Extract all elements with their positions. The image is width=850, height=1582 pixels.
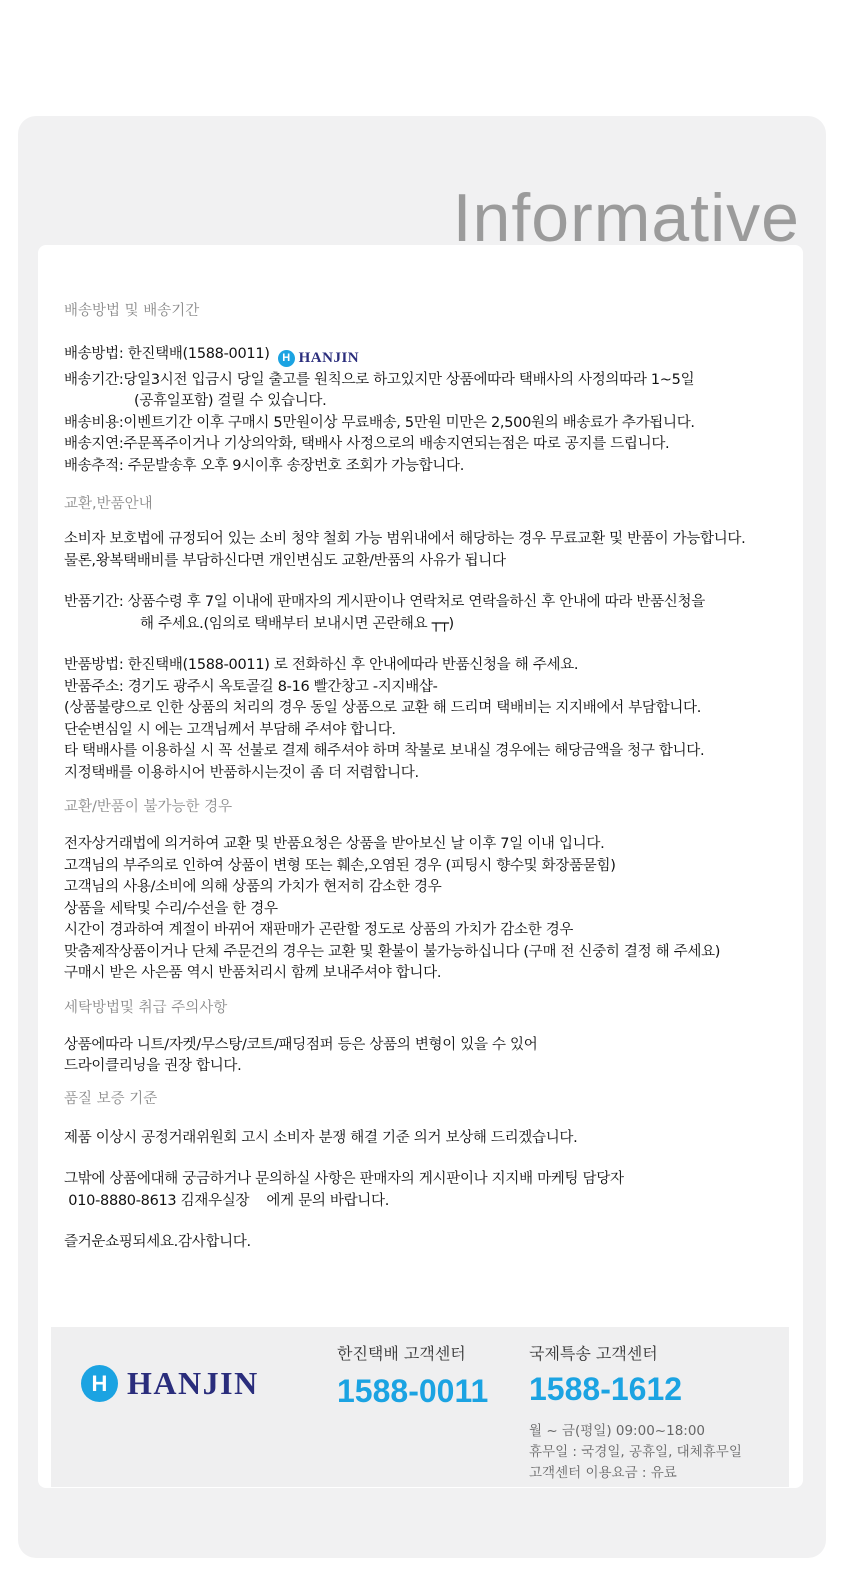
intl-service-center <box>529 1343 742 1484</box>
not-allowed-line: 맞춤제작상품이거나 단체 주문건의 경우는 교환 및 환불이 불가능하십니다 (구매 전 신중히 결정 해 주세요) <box>64 943 721 960</box>
quality-line: 제품 이상시 공정거래위원회 고시 소비자 분쟁 해결 기준 의거 보상해 드리겠습니다. <box>64 1129 578 1146</box>
return-address: 반품주소: 경기도 광주시 옥토골길 8-16 빨간창고 -지지배샵- <box>64 678 438 695</box>
return-change-mind: 단순변심일 시 에는 고객님께서 부담해 주셔야 합니다. <box>64 721 396 738</box>
return-period-cont: 해 주세요.(임의로 택배부터 보내시면 곤란해요 ┬┬) <box>140 615 454 632</box>
shipping-method: 배송방법: 한진택배(1588-0011) H HANJIN <box>64 344 814 370</box>
section-title-quality: 품질 보증 기준 <box>64 1090 158 1107</box>
not-allowed-line: 고객님의 사용/소비에 의해 상품의 가치가 현저히 감소한 경우 <box>64 879 442 895</box>
not-allowed-line: 고객님의 부주의로 인하여 상품이 변형 또는 훼손,오염된 경우 (피팅시 향수및 화장품묻힘) <box>64 857 616 874</box>
hanjin-brand-text: HANJIN <box>127 1365 259 1401</box>
courier-footer <box>51 1327 789 1487</box>
intl-center-title: 국제특송 고객센터 <box>529 1344 658 1363</box>
section-title-shipping: 배송방법 및 배송기간 <box>64 303 200 319</box>
section-title-exchange: 교환,반품안내 <box>64 496 153 512</box>
notice-content <box>64 300 814 1254</box>
return-defect: (상품불량으로 인한 상품의 처리의 경우 동일 상품으로 교환 해 드리며 택배비는 지지배에서 부담합니다. <box>64 700 702 716</box>
inquiry-line: 그밖에 상품에대해 궁금하거나 문의하실 사항은 판매자의 게시판이나 지지배 마케팅 담당자 <box>64 1171 624 1187</box>
return-period: 반품기간: 상품수령 후 7일 이내에 판매자의 게시판이나 연락처로 연락을하신 후 안내에 따라 반품신청을 <box>64 594 705 610</box>
shipping-period-cont: (공휴일포함) 걸릴 수 있습니다. <box>134 393 327 409</box>
shipping-cost: 배송비용:이벤트기간 이후 구매시 5만원이상 무료배송, 5만원 미만은 2,500원의 배송료가 추가됩니다. <box>64 414 695 431</box>
hanjin-center-title: 한진택배 고객센터 <box>337 1344 466 1363</box>
hanjin-service-center <box>337 1343 488 1409</box>
shipping-delay: 배송지연:주문폭주이거나 기상의악화, 택배사 사정으로의 배송지연되는점은 따로 공지를 드립니다. <box>64 436 670 452</box>
exchange-policy: 소비자 보호법에 규정되어 있는 소비 청약 철회 가능 범위내에서 해당하는 경우 무료교환 및 반품이 가능합니다. <box>64 531 746 547</box>
holidays-text: 휴무일 : 국경일, 공휴일, 대체휴무일 <box>529 1444 742 1460</box>
return-designated: 지정택배를 이용하시어 반품하시는것이 좀 더 저렴합니다. <box>64 764 419 781</box>
hanjin-logo-small <box>278 348 360 370</box>
not-allowed-line: 상품을 세탁및 수리/수선을 한 경우 <box>64 900 278 917</box>
intl-center-phone: 1588-1612 <box>529 1371 683 1407</box>
washing-line: 상품에따라 니트/자켓/무스탕/코트/패딩점퍼 등은 상품의 변형이 있을 수 있어 <box>64 1036 538 1053</box>
section-title-not-allowed: 교환/반품이 불가능한 경우 <box>64 799 233 815</box>
washing-line: 드라이클리닝을 권장 합니다. <box>64 1058 242 1074</box>
hours-text: 월 ~ 금(평일) 09:00~18:00 <box>529 1423 706 1439</box>
hanjin-mark-icon: H <box>81 1365 118 1402</box>
exchange-policy-cont: 물론,왕복택배비를 부담하신다면 개인변심도 교환/반품의 사유가 됩니다 <box>64 552 506 569</box>
shipping-tracking: 배송추적: 주문발송후 오후 9시이후 송장번호 조회가 가능합니다. <box>64 457 465 474</box>
section-title-washing: 세탁방법및 취급 주의사항 <box>64 999 228 1016</box>
hanjin-center-phone: 1588-0011 <box>337 1373 489 1409</box>
return-other-courier: 타 택배사를 이용하실 시 꼭 선불로 결제 해주셔야 하며 착불로 보내실 경우에는 해당금액을 청구 합니다. <box>64 743 705 759</box>
center-hours <box>529 1421 742 1484</box>
hanjin-logo <box>81 1365 259 1402</box>
hanjin-mark-icon: H <box>278 350 295 367</box>
inquiry-contact: 010-8880-8613 김재우실장 에게 문의 바랍니다. <box>64 1192 390 1209</box>
not-allowed-line: 시간이 경과하여 계절이 바뀌어 재판매가 곤란할 정도로 상품의 가치가 감소한 경우 <box>64 922 574 938</box>
shipping-period: 배송기간:당일3시전 입금시 당일 출고를 원칙으로 하고있지만 상품에따라 택배사의 사정의따라 1~5일 <box>64 371 695 388</box>
page-heading: Informative <box>452 180 800 256</box>
fee-text: 고객센터 이용요금 : 유료 <box>529 1465 677 1481</box>
hanjin-brand-text: HANJIN <box>298 350 360 366</box>
closing-line: 즐거운쇼핑되세요.감사합니다. <box>64 1234 251 1250</box>
not-allowed-line: 구매시 받은 사은품 역시 반품처리시 함께 보내주셔야 합니다. <box>64 965 442 981</box>
return-method: 반품방법: 한진택배(1588-0011) 로 전화하신 후 안내에따라 반품신청을 해 주세요. <box>64 657 579 673</box>
not-allowed-line: 전자상거래법에 의거하여 교환 및 반품요청은 상품을 받아보신 날 이후 7일 이내 입니다. <box>64 836 605 852</box>
